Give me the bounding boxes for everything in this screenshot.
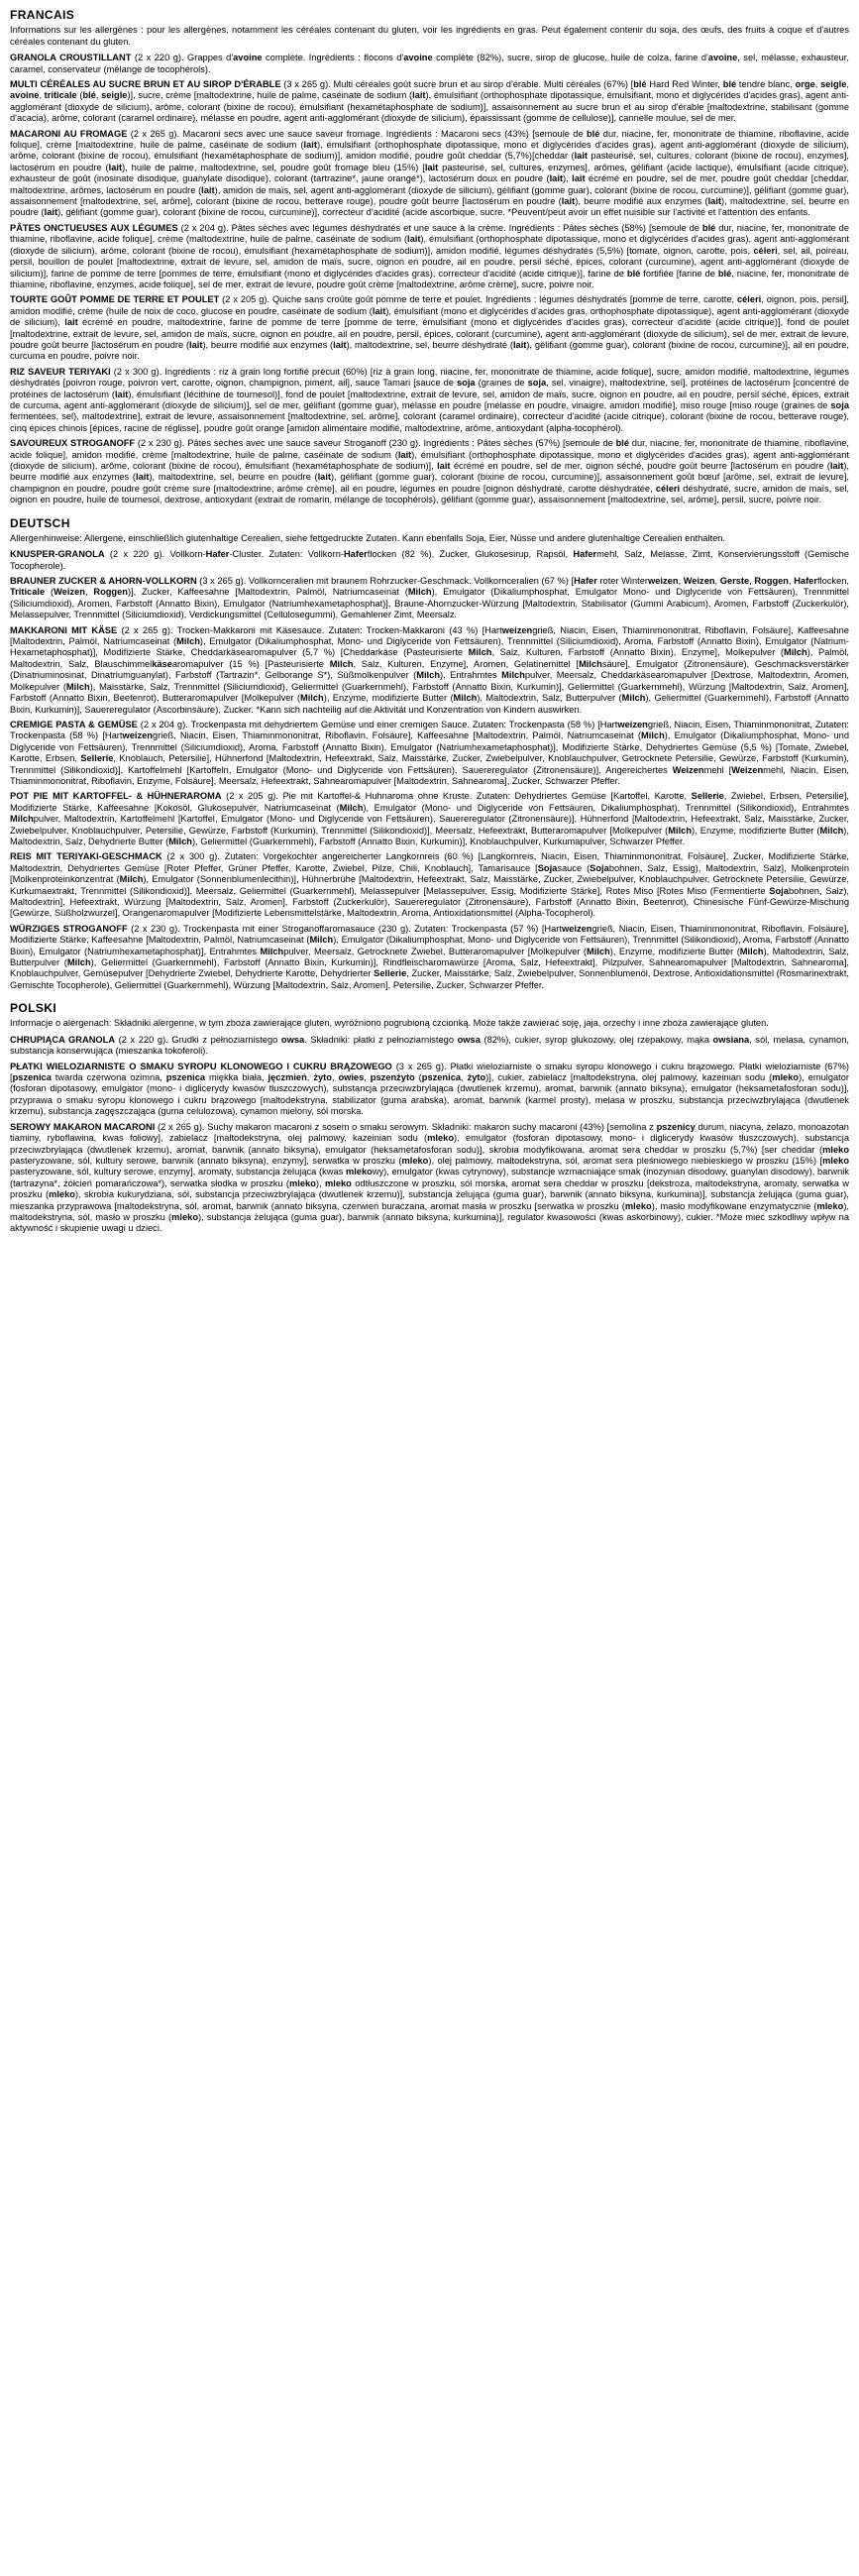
product-entry	[10, 129, 849, 219]
product-entry	[10, 720, 849, 787]
product-ingredients: (2 x 205 g). Quiche sans croûte goût pomme de terre et poulet. Ingrédients : légumes déshydratés [pomme de terre, carotte, céleri, oignon, pois, persil], amidon modifié, crème (huile de noix de coco, glucose en poudre, caséinate de sodium (lait), émulsifiant (mono et diglycérides d'acides gras, orthophosphate dipotassique), agent anti-agglomérant (dioxyde de silicium), lait écrémé en poudre, maltodextrine, farine de pomme de terre [pomme de terre, émulsifiant (mono et diglycérides d'acides gras), correcteur d'acidité (acide citrique)], fond de poulet [maltodextrine, extrait de levure, sel, amidon de maïs, sucre, oignon en poudre, ail en poudre, persil, épices, colorant (curcumine), agent anti-agglomérant (dioxyde de silicium), sel de mer, extrait de levure, poudre goût beurre [lactosérum en poudre (lait), beurre modifié aux enzymes (lait), maltodextrine, sel, beurre déshydraté (lait), gélifiant (gomme guar), colorant (bixine de rocou, curcumine)], ail en poudre, curcuma en poudre, poivre noir.	[10, 294, 849, 362]
product-entry	[10, 223, 849, 290]
product-ingredients: (2 x 230 g). Pâtes sèches avec une sauce saveur Stroganoff (230 g). Ingrédients : Pâtes sèches (57%) [semoule de blé dur, niacine, fer, mononitrate de thiamine, riboflavine, acide folique], amidon modifié, crème [maltodextrine, huile de palme, caséinate de sodium (lait), émulsifiant (orthophosphate dipotassique, mono et diglycérides d'acides gras), agent anti-agglomérant (dioxyde de silicium), arôme, colorant (bixine de rocou), émulsifiant (hexamétaphosphate de sodium)], lait écrémé en poudre, sel de mer, oignon séché, poudre goût beurre [lactosérum en poudre (lait), beurre modifié aux enzymes (lait), maltodextrine, sel, beurre en poudre (lait), gélifiant (gomme guar), colorant (bixine de rocou, curcumine)], assaisonnement goût bœuf [arôme, sel, extrait de levure], champignon en poudre, poudre goût crème sure [maltodextrine, arôme crème], ail en poudre, légumes en poudre [oignon déshydraté, carotte déshydratée, céleri déshydraté, sucre, amidon de maïs, sel, oignon en poudre, huile de tournesol, dextrose, antioxydant (extrait de romarin, mélange de tocophérols), gélifiant (gomme guar), assaisonnement [maltodextrine, sel, arôme], persil, sucre, poivre noir.	[10, 438, 850, 505]
product-ingredients: (2 x 204 g). Trockenpasta mit dehydriertem Gemüse und einer cremigen Sauce. Zutaten: Trockenpasta (58 %) [Hartweizengrieß, Niacin, Eisen, Thiaminmononitrat, Zutaten: Trockenpasta (58 %) [Hartweizengrieß, Niacin, Eisen, Thiaminmononitrat, Riboflavin, Folsäure], Kaffeesahne [Maltodextrin, Palmöl, Natriumcaseinat (Milch), Emulgator (Dikaliumphosphat, Mono- und Diglyceride von Fettsäuren), Trennmittel (Siliciumdioxid), Aroma, Farbstoff (Annatto Bixin), Emulgator (Natriumhexametaphosphat)], Modifizierte Stärke, Dehydriertes Gemüse (5,5 %) [Tomate, Zwiebel, Karotte, Erbsen, Sellerie, Knoblauch, Petersilie], Hühnerfond [Maltodextrin, Hefeextrakt, Salz, Maisstärke, Zucker, Zwiebelpulver, Knoblauchpulver, Getrocknete Petersilie, Gewürze, Farbstoff (Kurkumin), Trennmittel (Silikondioxid)], Kartoffelmehl [Kartoffeln, Emulgator (Mono- und Diglyceride von Fettsäuren), Sauereregulator (Zitronensäure)], Angereichertes Weizenmehl [Weizenmehl, Niacin, Eisen, Thiaminmononitrat, Riboflavin, Enzyme, Folsäure], Meersalz, Hefeextrakt, Sahnearomapulver [Maltodextrin, Sahnearoma], Zucker, Schwarzer Pfeffer.	[10, 719, 850, 786]
product-name: SAVOUREUX STROGANOFF	[10, 438, 136, 449]
product-name: RIZ SAVEUR TERIYAKI	[10, 366, 111, 377]
product-entry	[10, 53, 849, 75]
product-ingredients: (2 x 204 g). Pâtes sèches avec légumes déshydratés et une sauce à la crème. Ingrédients : Pâtes sèches (58%) [semoule de blé dur, niacine, fer, mononitrate de thiamine, riboflavine, acide folique], crème (maltodextrine, huile de palme, caséinate de sodium (lait), émulsifiant (orthophosphate dipotassique, mono et diglycérides d'acides gras), agent anti-agglomérant (dioxyde de silicium), arôme, colorant (bixine de rocou), émulsifiant (hexamétaphosphate de sodium)], amidon modifié, légumes déshydratés (5,5%) [tomate, oignon, carotte, pois, céleri, sel, ail, poireau, persil, bouillon de poulet [maltodextrine, extrait de levure, sel, amidon de maïs, sucre, oignon en poudre, ail en poudre, persil séché, épices, colorant (curcumine), agent anti-agglomérant (dioxyde de silicium)], farine de pomme de terre [pommes de terre, émulsifiant (mono et diglycérides d'acides gras), correcteur d'acidité (acide citrique)], farine de blé fortifiée [farine de blé, niacine, fer, mononitrate de thiamine, riboflavine, enzymes, acide folique], sel de mer, extrait de levure, poudre goût crème [maltodextrine, arôme crème], sucre, poivre noir.	[10, 222, 850, 289]
allergen-information-document	[0, 0, 859, 1253]
allergen-intro-text: Allergenhinweise: Allergene, einschließlich glutenhaltige Cerealien, siehe fettgedruckte Zutaten. Kann ebenfalls Soja, Eier, Nüsse und andere glutenhaltige Cerealien enthalten.	[10, 532, 726, 543]
product-entry	[10, 438, 849, 505]
product-name: POT PIE MIT KARTOFFEL- & HÜHNERAROMA	[10, 791, 222, 802]
product-ingredients: (3 x 265 g). Multi céréales goût sucre brun et au sirop d'érable. Multi céréales (67%) [blé Hard Red Winter, blé tendre blanc, orge, seigle, avoine, triticale (blé, seigle)], sucre, crème [maltodextrine, huile de palme, caséinate de sodium (lait), émulsifiant (orthophosphate dipotassique, émulsifiant, mono et diglycérides d'acides gras), agent anti-agglomérant (dioxyde de silicium), arôme, colorant (bixine de rocou), émulsifiant (hexamétaphosphate de sodium)], assaisonnement au sucre brun et au sirop d'érable [maltodextrine, stabilisant (gomme d'acacia), arôme, colorant (caramel ordinaire), mélasse en poudre, agent anti-agglomérant (dioxyde de silicium), épaississant (gomme de cellulose)], cannelle moulue, sel de mer.	[10, 79, 850, 124]
product-name: PÂTES ONCTUEUSES AUX LÉGUMES	[10, 222, 178, 233]
product-name: BRAUNER ZUCKER & AHORN-VOLLKORN	[10, 576, 197, 587]
language-heading: FRANCAIS	[10, 8, 75, 22]
product-entry	[10, 294, 849, 362]
product-name: REIS MIT TERIYAKI-GESCHMACK	[10, 851, 162, 862]
product-ingredients: (2 x 300 g). Zutaten: Vorgekochter angereicherter Langkornreis (60 %) [Langkornreis, Niacin, Eisen, Thiaminmononitrat, Folsäure], Zucker, Modifizierte Stärke, Maltodextrin, Dehydriertes Gemüse [Roter Pfeffer, Grüner Pfeffer, Karotte, Zwiebel, Pilze, Chili, Knoblauch], Tamarisauce [Sojasauce (Sojabohnen, Salz, Essig), Maltodextrin, Salz], Molkenprotein [Molkenproteinkonzentrat (Milch), Emulgator (Sonnenblumenlecithin)], Hühnerbrühe [Maltodextrin, Hefeextrakt, Salz, Maisstärke, Zucker, Zwiebelpulver, Knoblauchpulver, Getrocknete Petersilie, Gewürze, Kurkumaextrakt, Trennmittel (Silikondioxid)], Meersalz, Geliermittel (Guarkernmehl), Melassepulver [Melassepulver, Essig, Modifizierte Stärke], Rotes Miso [Rotes Miso (Fermentierte Sojabohnen, Salz), Maltodextrin], Hefeextrakt, Würzung [Maltodextrin, Salz, Aromen], Farbstoff (Zuckerkulör), Sauereregulator (Zitronensäure), Farbstoff (Annatto Bixin, Beetenrot), Chinesische Fünf-Gewürze-Mischung [Gewürze, Süßholzwurzel], Orangenaromapulver [Modifizierte Lebensmittelstärke, Maltodextrin, Aroma, Antioxidationsmittel (Alpha-Tocopherol).	[10, 851, 849, 919]
product-name: CREMIGE PASTA & GEMÜSE	[10, 719, 138, 729]
product-entry	[10, 791, 849, 847]
product-name: PŁATKI WIELOZIARNISTE O SMAKU SYROPU KLONOWEGO I CUKRU BRĄZOWEGO	[10, 1061, 392, 1071]
language-heading: POLSKI	[10, 1001, 57, 1016]
product-ingredients: (2 x 220 g). Grappes d'avoine complète. Ingrédients : flocons d'avoine complète (82%), sucre, sirop de glucose, huile de colza, farine d'avoine, sel, mélasse, exhausteur, caramel, conservateur (mélange de tocophérols).	[10, 53, 849, 74]
product-ingredients: (2 x 220 g). Grudki z pełnoziarnistego owsa. Składniki: płatki z pełnoziarnistego owsa (82%), cukier, syrop glukozowy, olej rzepakowy, mąka owsiana, sól, melasa, cynamon, substancja konserwująca (mieszanka tokoferoli).	[10, 1034, 849, 1057]
product-entry	[10, 549, 849, 572]
product-entry	[10, 625, 849, 716]
product-entry	[10, 851, 849, 919]
product-name: TOURTE GOÛT POMME DE TERRE ET POULET	[10, 294, 220, 305]
allergen-intro-text: Informacje o alergenach: Składniki alergenne, w tym zboża zawierające gluten, wyróżniono pogrubioną czcionką. Może także zawierać soję, jaja, orzechy i inne zboża zawierające gluten.	[10, 1018, 769, 1029]
product-ingredients: (2 x 265 g). Trocken-Makkaroni mit Käsesauce. Zutaten: Trocken-Makkaroni (43 %) [Hartweizengrieß, Niacin, Eisen, Thiaminmononitrat, Riboflavin, Folsäure], Kaffeesahne [Maltodextrin, Palmöl, Natriumcaseinat (Milch), Emulgator (Dikaliumphosphat, Mono- und Diglyceride von Fettsäuren), Trennmittel (Siliciumdioxid), Aroma, Farbstoff (Annatto Bixin), Emulgator (Natrium- Hexametaphosphat)], Modifizierte Stärke, Cheddarkäsearomapulver (5,7 %) [Cheddarkäse (Pasteurisierte Milch, Salz, Kulturen, Farbstoff (Annatto Bixin), Enzyme], Molkepulver (Milch), Palmöl, Maltodextrin, Salz, Blauschimmelkäsearomapulver (15 %) [Pasteurisierte Milch, Salz, Kulturen, Enzyme], Aromen, Gelatinemittel [Milchsäure], Emulgator (Zitronensäure), Geschmacksverstärker (Dinatriuminosinat, Dinatriumguanylat), Farbstoff (Tartrazin*, Gelborange S*), Süßmolkenpulver (Milch), Entrahmtes Milchpulver, Meersalz, Cheddarkäsearomapulver [Dextrose, Maltodextrin, Aromen, Molkepulver (Milch), Maisstärke, Salz, Trennmittel (Siliciumdioxid), Geliermittel (Guarkernmehl), Farbstoff (Annatto Bixin, Kurkumin)], Geliermittel (Guarkernmehl), Würzung [Maltodextrin, Salz, Aromen], Farbstoff (Annatto Bixin, Beetenrot), Butteraromapulver [Molkepulver (Milch), Enzyme, modifizierte Butter (Milch), Maltodextrin, Salz, Butterpulver (Milch), Geliermittel (Guarkernmehl), Farbstoff (Annatto Bixin, Kurkumin)], Sauereregulator (Ascorbinsäure), Zucker. *Kann sich nachteilig auf die Aktivität und Konzentration von Kindern auswirken.	[10, 624, 849, 715]
language-section-francais	[10, 8, 849, 506]
product-ingredients: (2 x 300 g). Ingrédients : riz à grain long fortifié précuit (60%) [riz à grain long, niacine, fer, mononitrate de thiamine, acide folique], sucre, amidon modifié, maltodextrine, légumes déshydratés [poivron rouge, poivron vert, carotte, oignon, champignon, piment, ail], sauce Tamari [sauce de soja (graines de soja, sel, vinaigre), maltodextrine, sel], protéines de lactosérum [concentré de protéines de lactosérum (lait), émulsifiant (lécithine de tournesol)], fond de poulet [maltodextrine, extrait de levure, sel, amidon de maïs, sucre, oignon en poudre, ail en poudre, persil séché, épices, extrait de curcuma, agent anti-agglomérant (dioxyde de silicium)], sel de mer, gélifiant (gomme guar), mélasse en poudre [mélasse en poudre, vinaigre, amidon modifié], miso rouge [miso rouge (graines de soja fermentées, sel), maltodextrine], extrait de levure, assaisonnement [maltodextrine, sel, arôme], colorant (caramel ordinaire), correcteur d'acidité (acide citrique), colorant (bixine de rocou, betterave rouge), cinq épices chinois [épices, racine de réglisse], poudre goût orange [amidon alimentaire modifié, maltodextrine, arôme, antioxydant (alpha-tocophérol).	[10, 366, 850, 433]
language-section-polski	[10, 1001, 849, 1235]
language-heading: DEUTSCH	[10, 515, 70, 530]
allergen-intro-text: Informations sur les allergènes : pour les allergènes, notamment les céréales contenant du gluten, voir les ingrédients en gras. Peut également contenir du soja, des œufs, des fruits à coque et d'autres céréales contenant du gluten.	[10, 25, 849, 47]
product-entry	[10, 576, 849, 621]
product-entry	[10, 924, 849, 991]
product-entry	[10, 79, 849, 125]
product-ingredients: (2 x 265 g). Suchy makaron macaroni z sosem o smaku serowym. Składniki: makaron suchy macaroni (43%) [semolina z pszenicy durum, niacyna, żelazo, monoazotan tiaminy, ryboflawina, kwas foliowy], zabielacz [maltodekstryna, olej palmowy, kazeinian sodu (mleko), emulgator (fosforan dipotasowy, mono- i diglicerydy kwasów tłuszczowych), substancja przeciwzbrylająca (dwutlenek krzemu), aromat, barwnik (annato biksyna), emulgator (heksametafosforan sodu)], skrobia modyfikowana, aromat sera cheddar w proszku (5,7%) [ser cheddar (mleko pasteryzowane, sól, kultury serowe, barwnik (annato biksyna), enzymy], serwatka w proszku (mleko), olej palmowy, maltodekstryna, sól, aromat sera pleśniowego niebieskiego w proszku (15%) [mleko pasteryzowane, sól, kultury serowe, enzymy], aromaty, substancja żelująca (kwas mlekowy), emulgator (kwas cytrynowy), substancje wzmacniające smak (inozynian disodowy, guanylan disodowy), barwnik (tartrazyna*, żółcień pomarańczowa*), serwatka słodka w proszku (mleko), mleko odtłuszczone w proszku, sól morska, aromat sera cheddar w proszku [dekstroza, maltodekstryna, aromaty, serwatka w proszku (mleko), skrobia kukurydziana, sól, substancja przeciwzbrylająca (dwutlenek krzemu)], substancja żelująca (guma guar), barwnik (annato biksyna, kurkumina)], substancja żelująca (guma guar), mieszanka przyprawowa [maltodekstryna, sól, aromat, barwnik (annato biksyna, czerwień buraczana, aromat masła w proszku [serwatka w proszku (mleko), masło modyfikowane enzymatycznie (mleko), maltodekstryna, sól, masło w proszku (mleko), substancja żelująca (guma guar), barwnik (annato biksyna, kurkumina)], regulator kwasowości (kwas askorbinowy), cukier. *Może mieć szkodliwy wpływ na aktywność i skupienie uwagi u dzieci.	[10, 1121, 850, 1234]
product-ingredients: (3 x 265 g). Vollkornceralien mit braunem Rohrzucker-Geschmack. Vollkornceralien (67 %) [Hafer roter Winterweizen, Weizen, Gerste, Roggen, Haferflocken, Triticale (Weizen, Roggen)], Zucker, Kaffeesahne [Maltodextrin, Palmöl, Natriumcaseinat (Milch), Emulgator (Dikaliumphosphat, Emulgator Mono- und Diglyceride von Fettsäuren), Trennmittel (Siliciumdioxid), Aromen, Farbstoff (Annatto Bixin), Emulgator (Natriumhexametaphosphat)], Braune-Ahornzucker-Würzung [Maltodextrin, Stabilisator (Gummi Arabicum), Aromen, Farbstoff (Zuckerkulör), Melassepulver, Trennmittel (Siliciumdioxid), Verdickungsmittel (Cellulosegummi), Gemahlener Zimt, Meersalz.	[10, 576, 850, 620]
product-ingredients: (2 x 220 g). Vollkorn-Hafer-Cluster. Zutaten: Vollkorn-Haferflocken (82 %), Zucker, Glukosesirup, Rapsöl, Hafermehl, Salz, Melasse, Zimt, Konservierungsstoff (Gemische Tocopherole).	[10, 549, 849, 571]
product-name: GRANOLA CROUSTILLANT	[10, 53, 132, 63]
product-ingredients: (3 x 265 g). Płatki wieloziarniste o smaku syropu klonowego i cukru brązowego. Płatki wieloziarniste (67%) [pszenica twarda czerwona ozimna, pszenica miękka biała, jęczmień, żyto, owies, pszenżyto (pszenica, żyto)], cukier, zabielacz [maltodekstryna, olej palmowy, kazeinian sodu (mleko), emulgator (fosforan dipotasowy, emulgator (mono- i diglicerydy kwasów tłuszczowych), substancja przeciwzbrylająca (dwutlenek krzemu), aromat, barwnik (annato biksyna), emulgator (heksametafosforan sodu)], przyprawa o smaku syropu klonowego i cukru brązowego [maltodekstryna, stabilizator (guma arabska), aromat, barwnik (karmel prosty), melasa w proszku, substancja przeciwzbrylająca (dwutlenek krzemu), substancja zagęszczająca (guma celulozowa), cynamon mielony, sól morska.	[10, 1061, 850, 1117]
product-entry	[10, 1062, 849, 1118]
product-ingredients: (2 x 205 g). Pie mit Kartoffel-& Huhnaroma ohne Kruste. Zutaten: Dehydriertes Gemüse [Kartoffel, Karotte, Sellerie, Zwiebel, Erbsen, Petersilie], Modifizierte Stärke, Kaffeesahne [Kokosöl, Glukosepulver, Natriumcaseinat (Milch), Emulgator (Mono- und Diglyceride von Fettsäuren, Dikaliumphosphat), Trennmittel (Silikondioxid), Entrahmtes Milchpulver, Maltodextrin, Kartoffelmehl [Kartoffel, Emulgator (Mono- und Diglyceride von Fettsäuren), Sauereregulator (Zitronensäure)], Hühnerfond [Maltodextrin, Hefeextrakt, Salz, Maisstärke, Zucker, Zwiebelpulver, Knoblauchpulver, Petersilie, Gewürze, Farbstoff (Kurkumin), Trennmittel (Silikondioxid)], Meersalz, Hefeextrakt, Butteraromapulver [Molkepulver (Milch), Enzyme, modifizierte Butter (Milch), Maltodextrin, Salz, Dehydrierte Butter (Milch), Geliermittel (Guarkernmehl), Farbstoff (Annatto Bixin, Kurkumin)], Knoblauchpulver, Kurkumapulver, Schwarzer Pfeffer.	[10, 791, 849, 846]
product-name: MACARONI AU FROMAGE	[10, 128, 128, 139]
product-ingredients: (2 x 230 g). Trockenpasta mit einer Stroganoffaromasauce (230 g). Zutaten: Trockenpasta (57 %) [Hartweizengrieß, Niacin, Eisen, Thiaminmononitrat, Riboflavin, Folsäure], Modifizierte Stärke, Kaffeesahne [Maltodextrin, Palmöl, Natriumcaseinat (Milch), Emulgator (Dikaliumphosphat, Mono- und Diglyceride von Fettsäuren), Trennmittel (Silikondioxid), Aroma, Farbstoff (Annatto Bixin), Emulgator (Natriumhexametaphosphat)], Entrahmtes Milchpulver, Meersalz, Getrocknete Zwiebel, Butteraromapulver [Molkepulver (Milch), Enzyme, modifizierte Butter (Milch), Maltodextrin, Salz, Butterpulver (Milch), Geliermittel (Guarkernmehl), Farbstoff (Annatto Bixin, Kurkumin)], Rindfleischaromawürze [Aroma, Salz, Hefeextrakt], Pilzpulver, Sahnearomapulver [Maltodextrin, Sahnearoma], Knoblauchpulver, Gemüsepulver [Dehydrierte Zwiebel, Dehydrierte Karotte, Dehydrierter Sellerie, Zucker, Maisstärke, Salz, Zwiebelpulver, Sonnenblumenöl, Dextrose, Antioxidationsmittel (Rosmarinextrakt, Gemischte Tocopherole), Geliermittel (Guarkernmehl), Würzung [Maltodextrin, Salz, Aromen], Petersilie, Zucker, Schwarzer Pfeffer.	[10, 923, 849, 990]
product-entry	[10, 1035, 849, 1058]
product-entry	[10, 1122, 849, 1235]
product-name: WÜRZIGES STROGANOFF	[10, 923, 128, 934]
product-ingredients: (2 x 265 g). Macaroni secs avec une sauce saveur fromage. Ingrédients : Macaroni secs (43%) [semoule de blé dur, niacine, fer, mononitrate de thiamine, riboflavine, acide folique], crème [maltodextrine, huile de palme, caséinate de sodium (lait), émulsifiant (orthophosphate dipotassique, mono et diglycérides d'acides gras), agent anti-agglomérant (dioxyde de silicium), arôme, colorant (bixine de rocou), émulsifiant (hexamétaphosphate de sodium)], amidon modifié, poudre goût cheddar (5,7%)[cheddar (lait pasteurisé, sel, cultures, colorant (bixine de rocou), enzymes], lactosérum en poudre (lait), huile de palme, maltodextrine, sel, poudre goût fromage bleu (15%) [lait pasteurisé, sel, cultures, enzymes], arômes, gélifiant (acide lactique), émulsifiant (acide citrique), exhausteur de goût (inosinate disodique, guanylate disodique), colorant (tartrazine*, jaune orangé*), lactosérum doux en poudre (lait), lait écrémé en poudre, sel de mer, poudre goût cheddar [cheddar, maltodextrine, arômes, lactosérum en poudre (lait), amidon de maïs, sel, agent anti-agglomérant (dioxyde de silicium), gélifiant (gomme guar), colorant (bixine de rocou, curcumine)], gélifiant (gomme guar), assaisonnement [maltodextrine, sel, arôme], colorant (bixine de rocou, betterave rouge), poudre goût beurre [lactosérum en poudre (lait), beurre modifié aux enzymes (lait), maltodextrine, sel, beurre en poudre (lait), gélifiant (gomme guar), colorant (bixine de rocou, curcumine)], correcteur d'acidité (acide ascorbique, sucre. *Peuvent/peut avoir un effet nuisible sur l'activité et l'attention des enfants.	[10, 128, 850, 218]
product-name: KNUSPER-GRANOLA	[10, 549, 105, 560]
product-name: SEROWY MAKARON MACARONI	[10, 1121, 156, 1132]
product-entry	[10, 367, 849, 434]
language-section-deutsch	[10, 516, 849, 992]
product-name: MULTI CÉRÉALES AU SUCRE BRUN ET AU SIROP D'ÉRABLE	[10, 79, 281, 89]
product-name: MAKKARONI MIT KÄSE	[10, 624, 118, 635]
product-name: CHRUPIĄCA GRANOLA	[10, 1034, 116, 1045]
